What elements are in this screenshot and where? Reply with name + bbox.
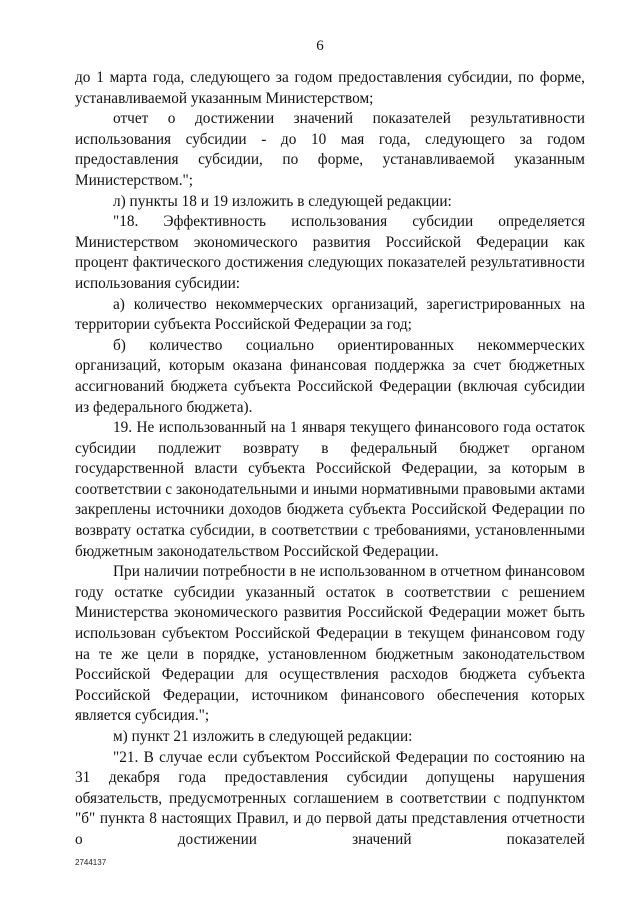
- paragraph-2: отчет о достижении значений показателей результативности использования субсидии - до 10 мая года, следующего за годом предоставления субсидии, по форме, устанавливаемой указанным Министерством.";: [75, 110, 585, 189]
- paragraph-1: до 1 марта года, следующего за годом предоставления субсидии, по форме, устанавливаемой указанным Министерством;: [75, 69, 585, 107]
- paragraph-10: "21. В случае если субъектом Российской Федерации по состоянию на 31 декабря года предоставления субсидии допущены нарушения обязательств, предусмотренных соглашением в соответствии с подпунктом "б" пункта 8 настоящих Правил, и до первой даты представления отчетности о достижении значений показателей: [75, 748, 585, 848]
- document-code: 2744137: [75, 858, 107, 867]
- document-body: [75, 68, 585, 851]
- paragraph-3: л) пункты 18 и 19 изложить в следующей редакции:: [113, 192, 452, 210]
- paragraph-4: "18. Эффективность использования субсидии определяется Министерством экономического развития Российской Федерации как процент фактического достижения следующих показателей результативности использования субсидии:: [75, 213, 585, 292]
- page-number: 6: [316, 38, 324, 54]
- paragraph-5: а) количество некоммерческих организаций, зарегистрированных на территории субъекта Российской Федерации за год;: [75, 295, 585, 334]
- paragraph-9: м) пункт 21 изложить в следующей редакции:: [113, 728, 413, 745]
- paragraph-6: б) количество социально ориентированных некоммерческих организаций, которым оказана финансовая поддержка за счет бюджетных ассигнований бюджета субъекта Российской Федерации (включая субсидии из федерального бюджета).: [75, 336, 585, 416]
- paragraph-7: 19. Не использованный на 1 января текущего финансового года остаток субсидии подлежит возврату в федеральный бюджет органом государственной власти субъекта Российской Федерации, за которым в соответствии с законодательными и иными нормативными правовыми актами закреплены источники доходов бюджета субъекта Российской Федерации по возврату остатка субсидии, в соответствии с требованиями, установленными бюджетным законодательством Российской Федерации.: [75, 419, 585, 560]
- paragraph-8: При наличии потребности в не использованном в отчетном финансовом году остатке субсидии указанный остаток в соответствии с решением Министерства экономического развития Российской Федерации может быть использован субъектом Российской Федерации в текущем финансовом году на те же цели в порядке, установленном бюджетным законодательством Российской Федерации для осуществления расходов бюджета субъекта Российской Федерации, источником финансового обеспечения которых является субсидия.";: [75, 563, 585, 725]
